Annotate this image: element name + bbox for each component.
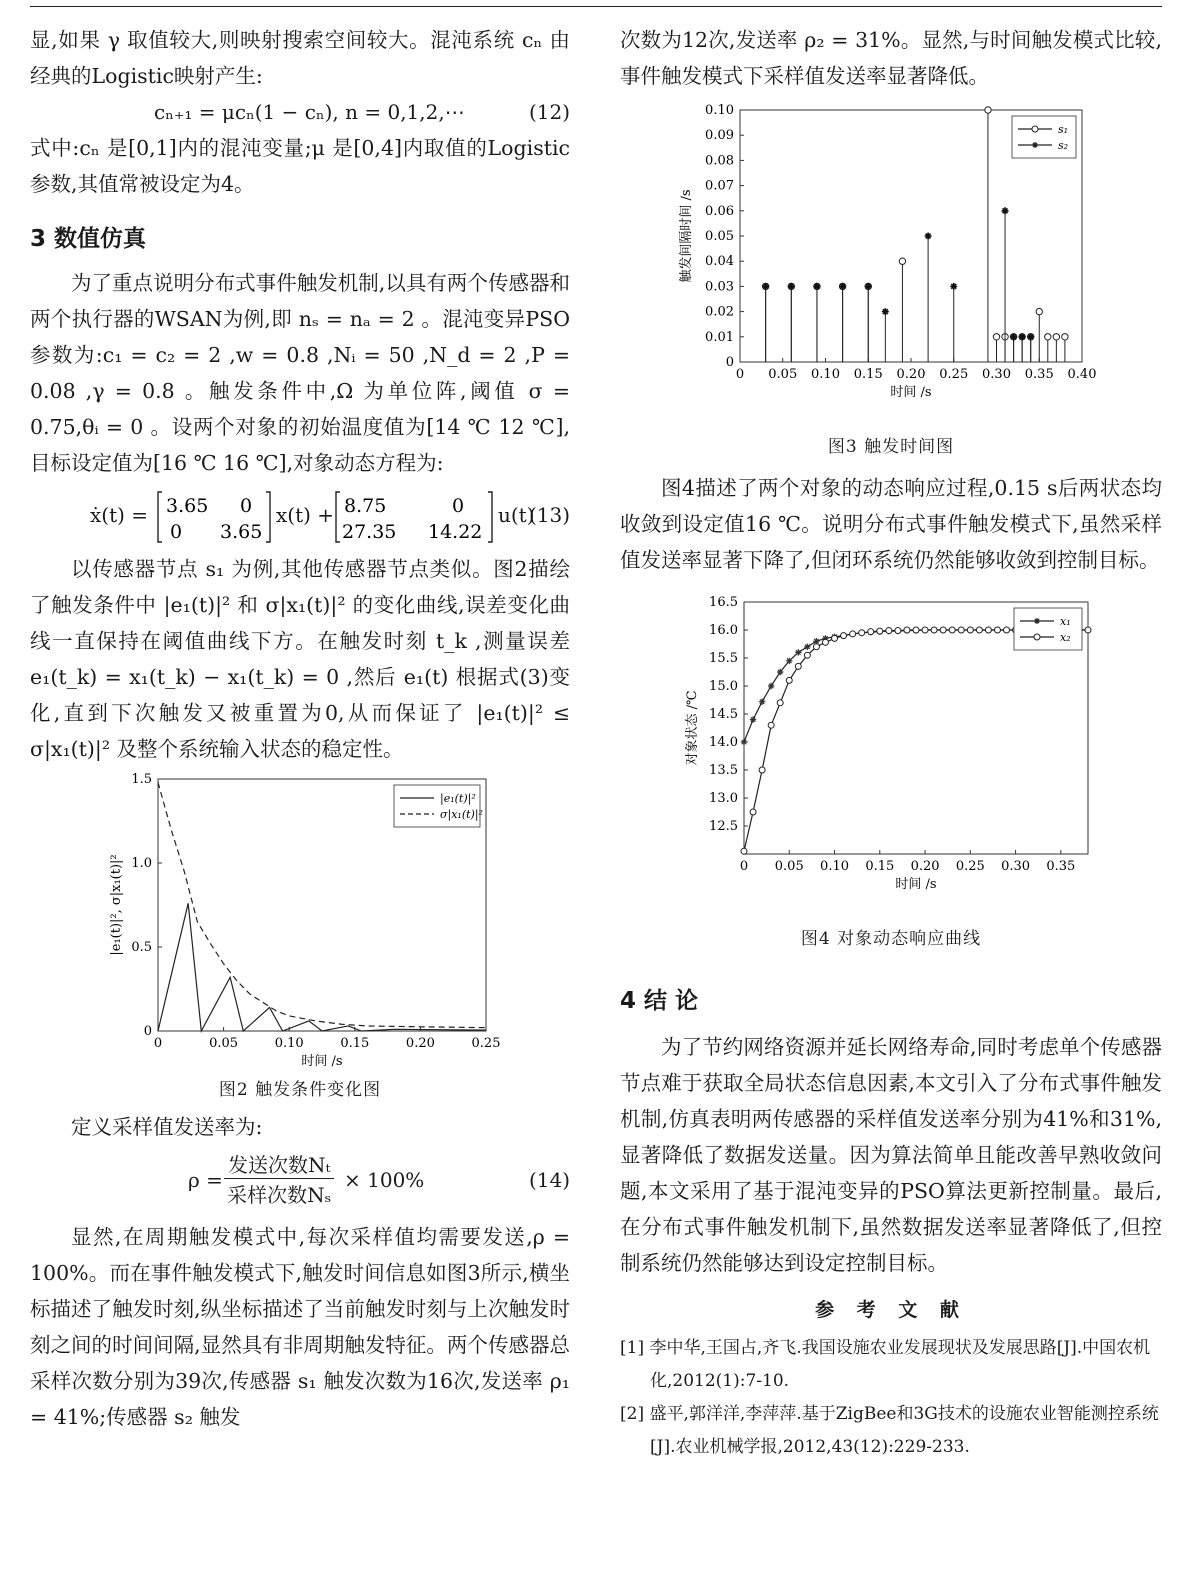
y-tick-label: 15.0: [709, 679, 738, 694]
equation-rhs: u(t): [498, 503, 535, 527]
y-tick-label: 0.03: [705, 279, 734, 295]
y-tick-label: 1.5: [131, 773, 152, 787]
section-heading: 4 结 论: [620, 988, 699, 1014]
y-tick-label: 0.10: [705, 103, 734, 118]
matrix-cell: 0: [452, 495, 465, 517]
x-tick-label: 0.20: [405, 1036, 435, 1051]
x-tick-label: 0.25: [939, 367, 969, 382]
data-point: [768, 683, 774, 689]
matrix-b: [334, 489, 494, 545]
x-tick-label: 0.05: [209, 1036, 239, 1051]
paragraph: 次数为12次,发送率 ρ₂ = 31%。显然,与时间触发模式比较,事件触发模式下采样值发送率显著降低。: [620, 28, 1162, 88]
legend-marker: [1032, 126, 1038, 132]
data-point: [976, 627, 982, 633]
equation-12: [30, 94, 570, 130]
y-tick-label: 16.5: [709, 595, 738, 610]
y-tick-label: 0.08: [705, 153, 734, 169]
paragraph: 式中:cₙ 是[0,1]内的混沌变量;μ 是[0,4]内取值的Logistic参数,其值常被设定为4。: [30, 136, 570, 196]
y-tick-label: 13.0: [709, 791, 738, 806]
data-point: [1036, 308, 1042, 314]
matrix-cell: 0: [170, 521, 183, 543]
matrix-cell: 14.22: [428, 521, 483, 543]
x-tick-label: 0.05: [774, 859, 804, 874]
y-tick-label: 0.01: [705, 329, 734, 345]
x-tick-label: 0.35: [1046, 859, 1076, 874]
x-tick-label: 0.25: [471, 1036, 501, 1051]
legend-box: [1014, 608, 1082, 650]
figure-4: [620, 592, 1162, 962]
legend-label: s₁: [1058, 123, 1069, 136]
x-tick-label: 0.05: [768, 367, 798, 382]
matrix-cell: 0: [240, 495, 253, 517]
y-tick-label: 1.0: [131, 856, 152, 871]
section-heading: 3 数值仿真: [30, 226, 147, 252]
figure-3: [620, 100, 1162, 470]
data-point: [950, 283, 957, 290]
figure-2: [30, 773, 570, 1103]
data-point: [940, 627, 946, 633]
y-tick-label: 0.04: [705, 254, 734, 270]
data-point: [904, 627, 910, 633]
x-axis-label: 时间 /s: [890, 385, 932, 400]
data-point: [949, 627, 955, 633]
data-point: [899, 258, 905, 264]
data-point: [741, 848, 747, 854]
data-point: [931, 627, 937, 633]
x-tick-label: 0: [735, 367, 745, 382]
data-point: [759, 698, 765, 704]
data-point: [913, 627, 919, 633]
y-tick-label: 15.5: [709, 651, 738, 666]
data-point: [958, 627, 964, 633]
x-tick-label: 0.40: [1067, 367, 1097, 382]
x-tick-label: 0.20: [896, 367, 926, 382]
data-point: [750, 809, 756, 815]
paragraph: 以传感器节点 s₁ 为例,其他传感器节点类似。图2描绘了触发条件中 |e₁(t)|² 和 σ|x₁(t)|² 的变化曲线,误差变化曲线一直保持在阈值曲线下方。在触发时刻 t_k ,测量误差 e₁(t_k) = x₁(t_k) − x₁(t_k) = 0 ,然后 e₁(t) 根据式(3)变化,直到下次触发又被重置为0,从而保证了 |e₁(t)|² ≤ σ|x₁(t)|² 及整个系统输入状态的稳定性。: [30, 557, 570, 761]
data-point: [925, 233, 932, 240]
data-point: [759, 767, 765, 773]
equation-number: (13): [528, 503, 570, 527]
y-axis-label: 触发间隔时间 /s: [679, 189, 694, 283]
equation-number: (14): [528, 1168, 570, 1192]
data-point: [768, 722, 774, 728]
y-tick-label: 0.02: [705, 304, 734, 320]
figure-3-chart: [620, 100, 1162, 430]
references-title: 参 考 文 献: [815, 1299, 967, 1321]
figure-4-chart: [620, 592, 1162, 922]
legend-label: s₂: [1058, 139, 1069, 152]
data-point: [786, 658, 792, 664]
matrix-a: [156, 489, 272, 545]
x-tick-label: 0.30: [982, 367, 1011, 382]
equation-mid: x(t) +: [276, 503, 335, 527]
data-point: [1045, 334, 1051, 340]
y-tick-label: 0.09: [705, 128, 734, 144]
legend-label: x₂: [1060, 631, 1071, 644]
data-point: [922, 627, 928, 633]
equation-14: [30, 1145, 570, 1219]
data-point: [822, 639, 828, 645]
data-point: [1053, 334, 1059, 340]
paragraph: 定义采样值发送率为:: [71, 1115, 263, 1139]
series-line: [158, 903, 486, 1031]
x-tick-label: 0.35: [1024, 367, 1054, 382]
legend-label: |e₁(t)|²: [440, 792, 476, 805]
data-point: [859, 630, 865, 636]
data-point: [1002, 207, 1009, 214]
y-tick-label: 13.5: [709, 763, 738, 778]
legend-label: x₁: [1060, 615, 1071, 628]
x-axis-label: 时间 /s: [895, 877, 937, 892]
left-column: [30, 22, 570, 1435]
figure-caption: 图2 触发条件变化图: [218, 1080, 382, 1100]
y-tick-label: 0.05: [705, 229, 734, 244]
y-axis-label: |e₁(t)|², σ|x₁(t)|²: [109, 854, 124, 956]
y-tick-label: 0: [725, 355, 734, 370]
data-point: [850, 631, 856, 637]
series-line: [744, 630, 1088, 851]
x-tick-label: 0.30: [1001, 859, 1031, 874]
legend-label: σ|x₁(t)|²: [440, 808, 483, 821]
data-point: [985, 107, 991, 113]
right-column: [620, 22, 1162, 1464]
data-point: [786, 677, 792, 683]
equation-lhs: ẋ(t) =: [90, 503, 149, 527]
data-point: [967, 627, 973, 633]
figure-caption: 图3 触发时间图: [827, 437, 955, 457]
matrix-cell: 3.65: [220, 521, 263, 543]
reference-item: [1] 李中华,王国占,齐飞.我国设施农业发展现状及发展思路[J].中国农机化,2012(1):7-10.: [620, 1338, 1151, 1391]
paragraph: 为了重点说明分布式事件触发机制,以具有两个传感器和两个执行器的WSAN为例,即 nₛ = nₐ = 2 。混沌变异PSO参数为:c₁ = c₂ = 2 ,w = 0.8 ,Nᵢ = 50 ,N_d = 2 ,P = 0.08 ,γ = 0.8 。触发条件中,Ω 为单位阵,阈值 σ = 0.75,θᵢ = 0 。设两个对象的初始温度值为[14 ℃ 12 ℃],目标设定值为[16 ℃ 16 ℃],对象动态方程为:: [30, 271, 570, 475]
data-point: [741, 739, 747, 745]
y-axis-label: 对象状态 /℃: [685, 690, 700, 766]
x-tick-label: 0: [153, 1036, 163, 1051]
equation-rhs: × 100%: [344, 1168, 425, 1192]
x-tick-label: 0.10: [811, 367, 840, 382]
y-tick-label: 14.0: [709, 735, 738, 750]
data-point: [877, 628, 883, 634]
x-tick-label: 0.15: [340, 1036, 370, 1051]
figure-2-chart: [30, 773, 570, 1073]
equation-fraction: [224, 1149, 334, 1208]
paragraph: 显然,在周期触发模式中,每次采样值均需要发送,ρ = 100%。而在事件触发模式下,触发时间信息如图3所示,横坐标描述了触发时刻,纵坐标描述了当前触发时刻与上次触发时刻之间的时间间隔,显然具有非周期触发特征。两个传感器总采样次数分别为39次,传感器 s₁ 触发次数为16次,发送率 ρ₁ = 41%;传感器 s₂ 触发: [30, 1225, 570, 1429]
data-point: [832, 635, 838, 641]
x-axis-label: 时间 /s: [301, 1054, 343, 1069]
x-tick-label: 0.25: [955, 859, 985, 874]
paragraph: 图4描述了两个对象的动态响应过程,0.15 s后两状态均收敛到设定值16 ℃。说明分布式事件触发模式下,虽然采样值发送率显著下降了,但闭环系统仍然能够收敛到控制目标。: [620, 476, 1162, 572]
paragraph: 显,如果 γ 取值较大,则映射搜索空间较大。混沌系统 cₙ 由经典的Logistic映射产生:: [30, 28, 570, 88]
data-point: [795, 663, 801, 669]
matrix-cell: 8.75: [344, 495, 387, 517]
x-tick-label: 0.10: [274, 1036, 304, 1051]
y-tick-label: 0.06: [705, 203, 734, 219]
figure-caption: 图4 对象动态响应曲线: [800, 929, 982, 949]
x-tick-label: 0.20: [910, 859, 940, 874]
equation-body: cₙ₊₁ = μcₙ(1 − cₙ), n = 0,1,2,⋯: [154, 100, 465, 124]
y-tick-label: 12.5: [709, 819, 738, 834]
y-tick-label: 0: [143, 1024, 152, 1039]
equation-number: (12): [528, 100, 570, 124]
reference-item: [2] 盛平,郭洋洋,李萍萍.基于ZigBee和3G技术的设施农业智能测控系统[J].农业机械学报,2012,43(12):229-233.: [620, 1404, 1159, 1457]
data-point: [804, 644, 810, 650]
data-point: [985, 627, 991, 633]
data-point: [886, 628, 892, 634]
matrix-cell: 3.65: [166, 495, 209, 517]
x-tick-label: 0: [739, 859, 749, 874]
y-tick-label: 0.5: [131, 940, 152, 955]
legend-marker: [1034, 618, 1040, 624]
y-tick-label: 16.0: [709, 623, 738, 638]
data-point: [777, 700, 783, 706]
data-point: [895, 628, 901, 634]
legend-marker: [1034, 634, 1040, 640]
data-point: [1004, 627, 1010, 633]
data-point: [813, 644, 819, 650]
data-point: [994, 627, 1000, 633]
y-tick-label: 0.07: [705, 178, 734, 194]
legend-marker: [1032, 142, 1038, 148]
fraction-numerator: 发送次数Nₜ: [224, 1149, 334, 1179]
equation-13: [30, 487, 570, 547]
fraction-denominator: 采样次数Nₛ: [227, 1183, 332, 1207]
data-point: [1085, 627, 1091, 633]
data-point: [750, 716, 756, 722]
matrix-cell: 27.35: [342, 521, 397, 543]
data-point: [795, 649, 801, 655]
data-point: [804, 652, 810, 658]
paragraph: 为了节约网络资源并延长网络寿命,同时考虑单个传感器节点难于获取全局状态信息因素,本文引入了分布式事件触发机制,仿真表明两传感器的采样值发送率分别为41%和31%,显著降低了数据发送量。因为算法简单且能改善早熟收敛问题,本文采用了基于混沌变异的PSO算法更新控制量。最后,在分布式事件触发机制下,虽然数据发送率显著降低了,但控制系统仍然能够达到设定控制目标。: [620, 1035, 1162, 1275]
top-rule: [30, 6, 1162, 7]
data-point: [882, 308, 889, 315]
x-tick-label: 0.10: [820, 859, 850, 874]
data-point: [777, 669, 783, 675]
equation-lhs: ρ =: [188, 1168, 223, 1192]
data-point: [841, 633, 847, 639]
x-tick-label: 0.15: [865, 859, 895, 874]
x-tick-label: 0.15: [853, 367, 883, 382]
data-point: [868, 629, 874, 635]
y-tick-label: 14.5: [709, 707, 738, 722]
data-point: [1062, 334, 1068, 340]
data-point: [993, 334, 999, 340]
